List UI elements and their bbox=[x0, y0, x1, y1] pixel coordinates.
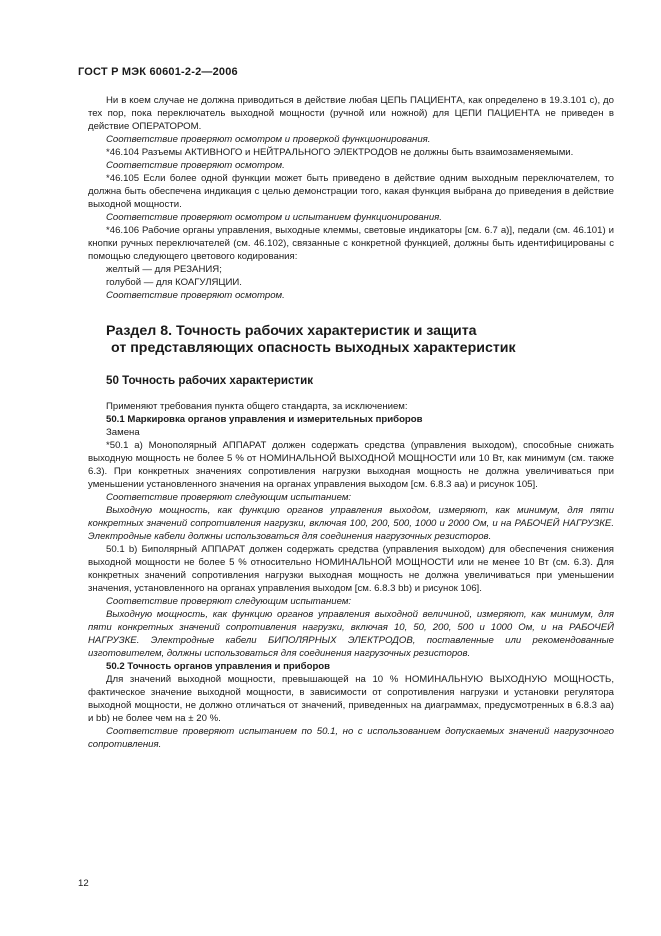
section-title-line-2: от представляющих опасность выходных характеристик bbox=[111, 340, 516, 356]
document-header: ГОСТ Р МЭК 60601-2-2—2006 bbox=[78, 66, 238, 78]
compliance-note: Соответствие проверяют осмотром. bbox=[106, 160, 285, 171]
clause-50-1-heading: 50.1 Маркировка органов управления и измерительных приборов bbox=[106, 414, 423, 425]
clause-46-104: *46.104 Разъемы АКТИВНОГО и НЕЙТРАЛЬНОГО ЭЛЕКТРОДОВ не должны быть взаимозаменяемыми. bbox=[106, 147, 574, 158]
clause-50-1-b: 50.1 b) Биполярный АППАРАТ должен содержать средства (управления выходом) для обеспечения снижения выходной мощности не более 5 % относительно НОМИНАЛЬНОЙ МОЩНОСТИ или не менее 10 Вт (см. 6.3). Для конкретных значений сопротивления нагрузки выходная мощность не должна увеличиваться при уменьшении значения, установленного на органах управления выходом [см. 6.8.3 bb) и рисунок 106]. bbox=[88, 544, 614, 594]
page-content bbox=[88, 94, 614, 751]
section-8-title bbox=[106, 323, 614, 357]
compliance-note: Соответствие проверяют следующим испытанием: bbox=[106, 492, 352, 503]
page-number: 12 bbox=[78, 878, 89, 889]
clause-50-1-a: *50.1 а) Монополярный АППАРАТ должен содержать средства (управления выходом), способные снижать выходную мощность не более 5 % от НОМИНАЛЬНОЙ ВЫХОДНОЙ МОЩНОСТИ или 10 Вт, как минимум (см. также 6.3). При конкретных значениях сопротивления нагрузки выходная мощность не должна увеличиваться при уменьшении установленного значения на органах управления выходом [см. 6.8.3 аа) и рисунок 105]. bbox=[88, 440, 614, 490]
compliance-note: Соответствие проверяют осмотром и проверкой функционирования. bbox=[106, 134, 431, 145]
clause-50-2-heading: 50.2 Точность органов управления и приборов bbox=[106, 661, 331, 672]
clause-46-105: *46.105 Если более одной функции может быть приведено в действие одним выходным переключателем, то должна быть обеспечена индикация с целью демонстрации того, какая функция выбрана до приведения в действие выходной мощности. bbox=[88, 173, 614, 210]
paragraph: Ни в коем случае не должна приводиться в действие любая ЦЕПЬ ПАЦИЕНТА, как определено в 19.3.101 с), до тех пор, пока переключатель выходной мощности (ручной или ножной) для ЦЕПИ ПАЦИЕНТА не приведен в действие ОПЕРАТОРОМ. bbox=[88, 95, 614, 132]
color-code-yellow: желтый — для РЕЗАНИЯ; bbox=[106, 264, 222, 275]
section-title-line-1: Раздел 8. Точность рабочих характеристик и защита bbox=[106, 323, 477, 339]
compliance-note: Соответствие проверяют осмотром. bbox=[106, 290, 285, 301]
clause-50-title: 50 Точность рабочих характеристик bbox=[106, 374, 314, 387]
compliance-note: Соответствие проверяют осмотром и испытанием функционирования. bbox=[106, 212, 442, 223]
clause-46-106: *46.106 Рабочие органы управления, выходные клеммы, световые индикаторы [см. 6.7 а)], педали (см. 46.101) и кнопки ручных переключателей (см. 46.102), связанные с конкретной функцией, должны быть идентифицированы с помощью следующего цветового кодирования: bbox=[88, 225, 614, 262]
compliance-note: Соответствие проверяют следующим испытанием: bbox=[106, 596, 352, 607]
clause-50-2-text: Для значений выходной мощности, превышающей на 10 % НОМИНАЛЬНУЮ ВЫХОДНУЮ МОЩНОСТЬ, фактическое значение выходной мощности, в зависимости от сопротивления нагрузки и установки регулятора выходной мощности, не должно отличаться от значений, приведенных на диаграммах, предусмотренных в 6.8.3 аа) и bb) не более чем на ± 20 %. bbox=[88, 674, 614, 724]
color-code-blue: голубой — для КОАГУЛЯЦИИ. bbox=[106, 277, 242, 288]
test-description: Выходную мощность, как функцию органов управления выходной величиной, измеряют, как минимум, для пяти конкретных значений сопротивления нагрузки, включая 10, 50, 200, 500 и 1000 Ом, и на РАБОЧЕЙ НАГРУЗКЕ. Электродные кабели БИПОЛЯРНЫХ ЭЛЕКТРОДОВ, поставленные или рекомендованные изготовителем, должны использоваться для соединения нагрузочных резисторов. bbox=[88, 609, 614, 659]
compliance-note: Соответствие проверяют испытанием по 50.1, но с использованием допускаемых значений нагрузочного сопротивления. bbox=[88, 726, 614, 750]
test-description: Выходную мощность, как функцию органов управления выходом, измеряют, как минимум, для пяти конкретных значений сопротивления нагрузки, включая 100, 200, 500, 1000 и 2000 Ом, и на РАБОЧЕЙ НАГРУЗКЕ. Электродные кабели должны использоваться для соединения нагрузочных резисторов. bbox=[88, 505, 614, 542]
paragraph: Применяют требования пункта общего стандарта, за исключением: bbox=[106, 401, 408, 412]
replacement-label: Замена bbox=[106, 427, 140, 438]
